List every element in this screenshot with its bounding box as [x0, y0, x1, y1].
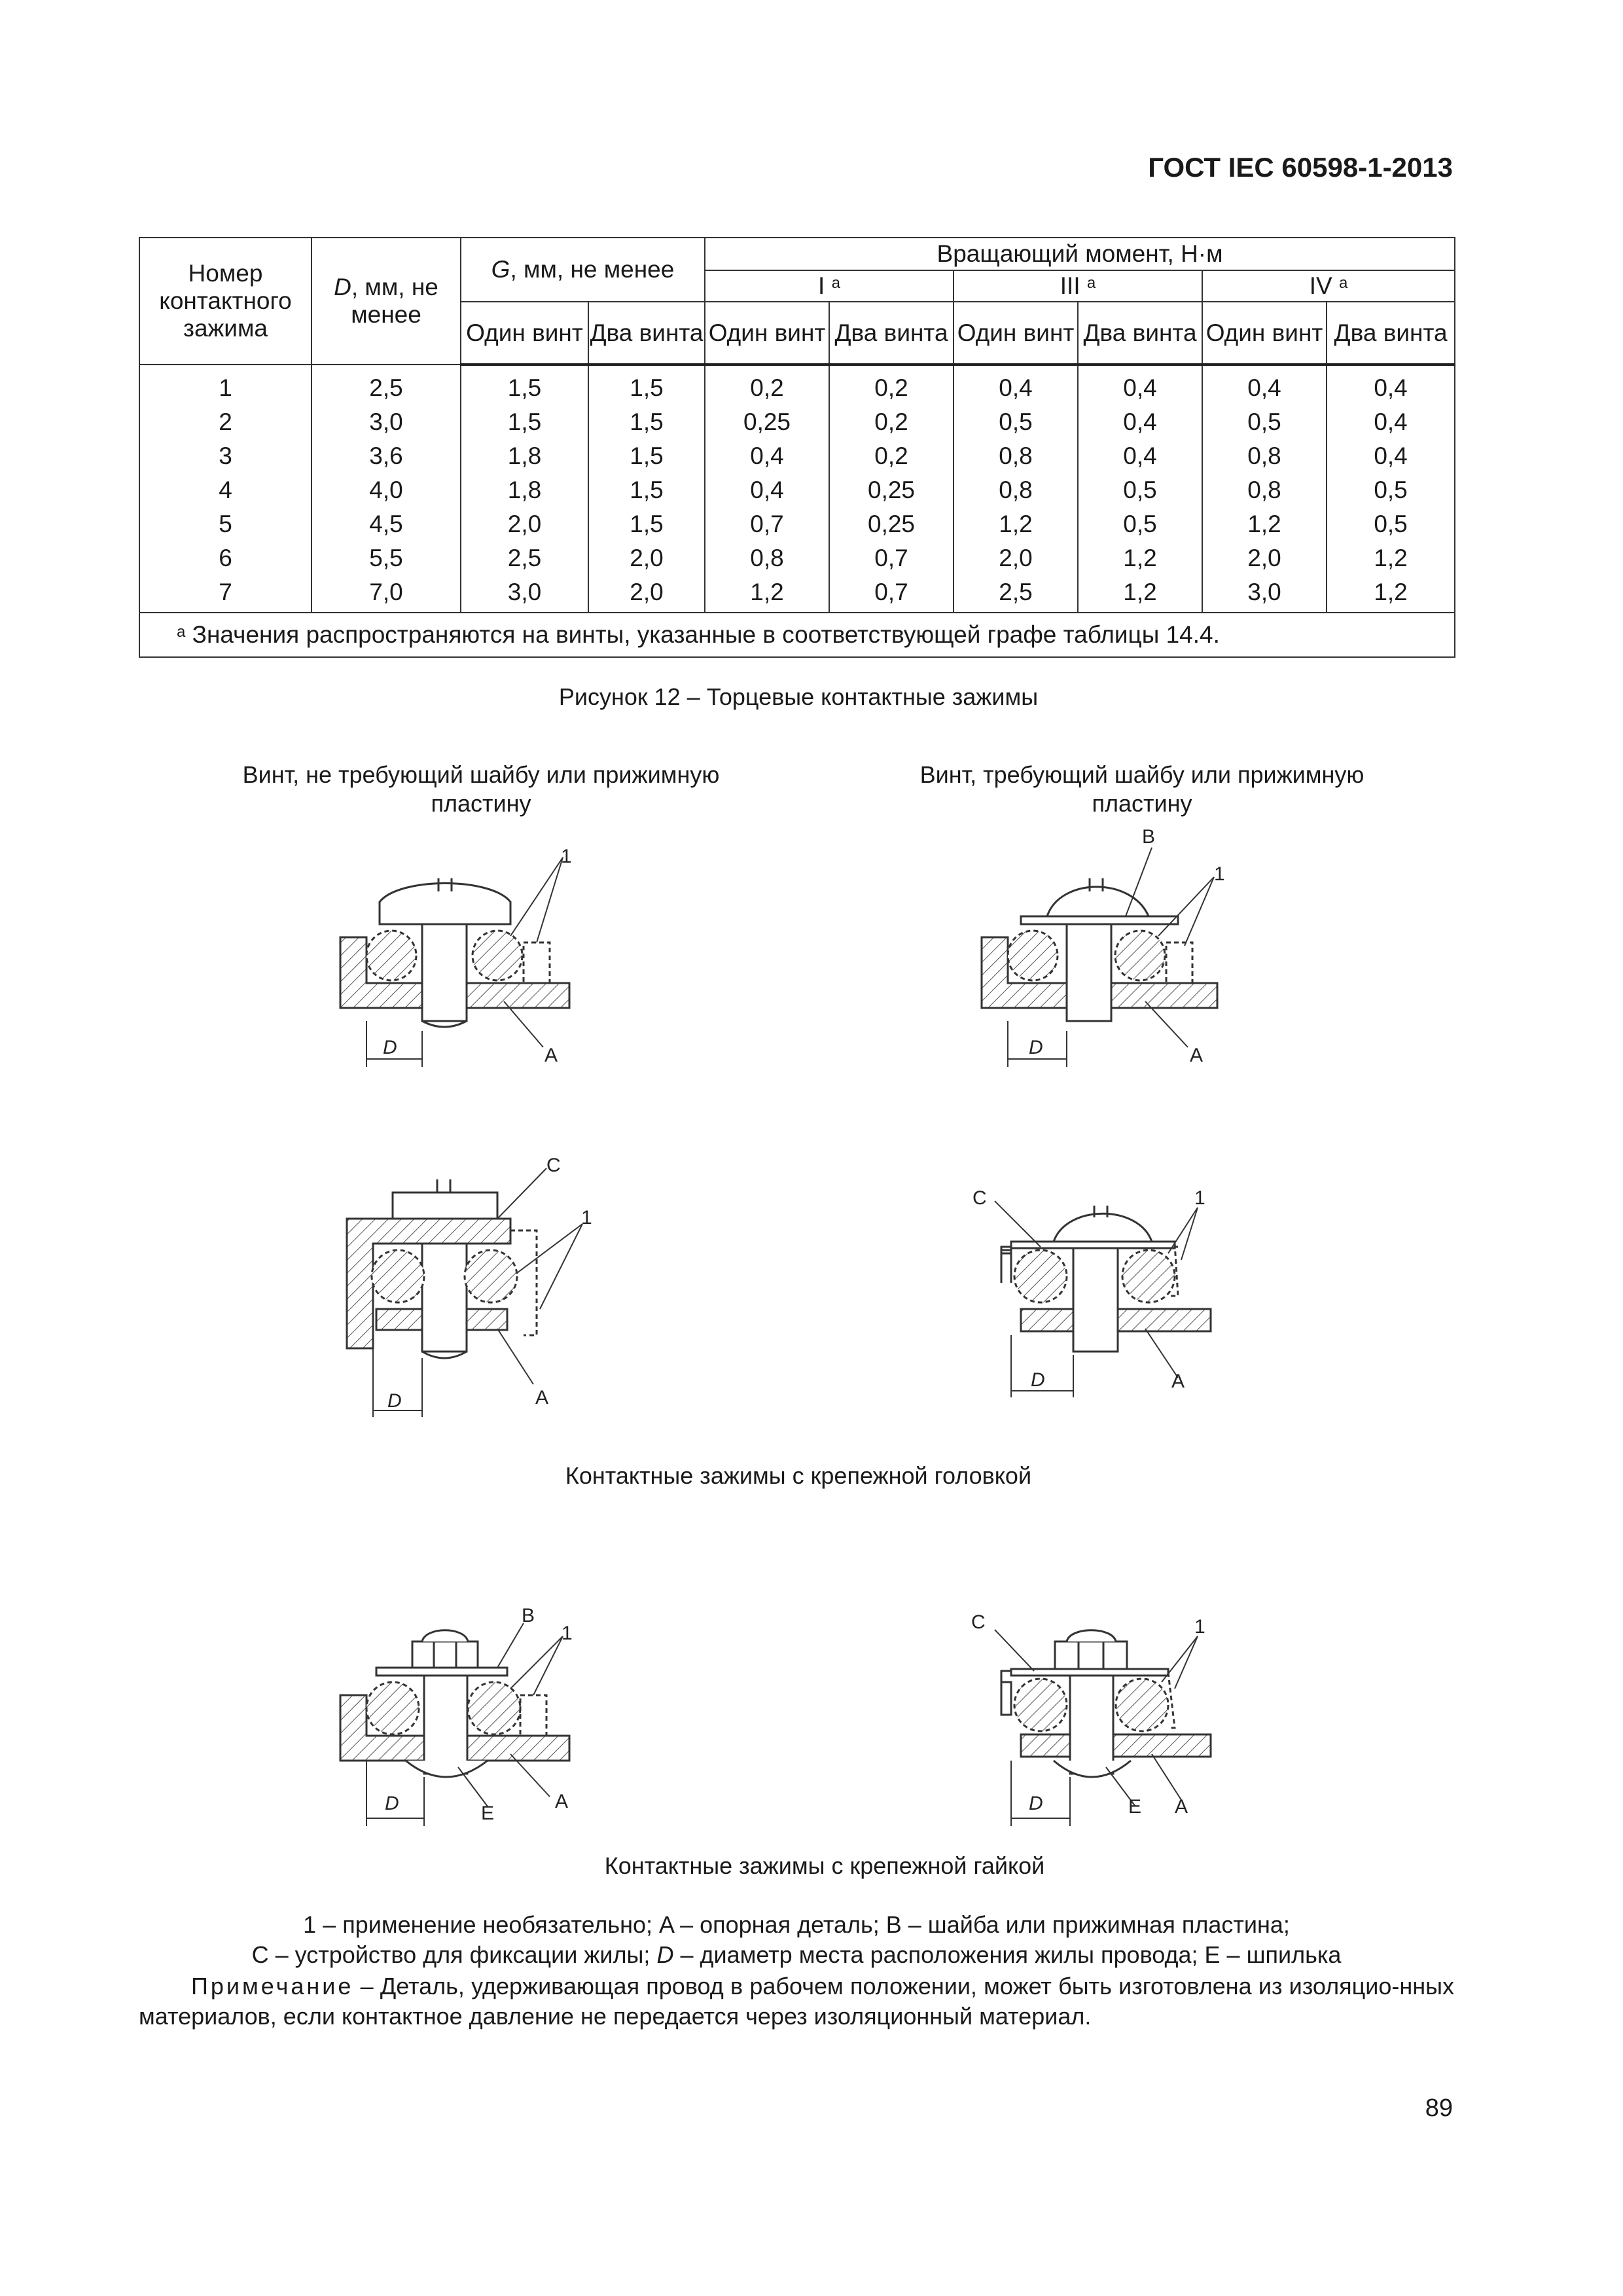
table-cell: 1,5 [588, 439, 705, 473]
table-cell: 1 [139, 365, 312, 405]
table-cell: 1,2 [1327, 541, 1455, 575]
table-cell: 0,2 [829, 405, 954, 439]
label-c: C [546, 1155, 561, 1176]
page-number: 89 [1425, 2094, 1453, 2122]
note [139, 1971, 1454, 2032]
table-cell: 1,5 [461, 365, 588, 405]
label-c: C [972, 1187, 987, 1209]
table-cell: 0,8 [1202, 439, 1327, 473]
table-cell: 3,6 [312, 439, 461, 473]
label-d: D [385, 1793, 399, 1814]
table-cell: 0,4 [1078, 405, 1202, 439]
table-cell: 7 [139, 575, 312, 613]
caption-head-terminals: Контактные зажимы с крепежной головкой [565, 1462, 1032, 1489]
table-cell: 0,2 [829, 365, 954, 405]
label-d: D [387, 1390, 402, 1412]
drawing-clamp-with-washer [995, 1201, 1211, 1397]
table-cell: 0,2 [829, 439, 954, 473]
label-b: B [1142, 826, 1156, 848]
table-cell: 0,5 [1202, 405, 1327, 439]
table-cell: 0,4 [705, 473, 829, 507]
label-d: D [1029, 1793, 1043, 1814]
label-a: A [544, 1045, 558, 1066]
table-cell: 1,5 [588, 473, 705, 507]
table-cell: 0,4 [954, 365, 1078, 405]
heading-no-washer: Винт, не требующий шайбу или прижимную пластину [242, 761, 720, 817]
drawing-head-with-washer [982, 848, 1217, 1067]
table-cell: 2,5 [461, 541, 588, 575]
heading-with-washer: Винт, требующий шайбу или прижимную пластину [919, 761, 1364, 817]
table-cell: 1,8 [461, 473, 588, 507]
table-cell: 4 [139, 473, 312, 507]
label-d: D [383, 1037, 397, 1058]
table-cell: 0,5 [1327, 473, 1455, 507]
label-one: 1 [561, 846, 572, 867]
note-text: – Деталь, удерживающая провод в рабочем положении, может быть изготовлена из изоляцио-нных материалов, если контактное давление не передается через изоляционный материал. [139, 1973, 1454, 2030]
table-cell: 1,5 [588, 507, 705, 541]
table-cell: 0,4 [1078, 439, 1202, 473]
legend-line-2: C – устройство для фиксации жилы; D – диаметр места расположения жилы провода; E – шпилька [251, 1941, 1342, 1968]
table-cell: 0,7 [829, 541, 954, 575]
table-cell: 2,5 [954, 575, 1078, 613]
table-cell: 1,2 [705, 575, 829, 613]
sub-two-screws: Два винта [829, 302, 954, 365]
table-cell: 1,8 [461, 439, 588, 473]
drawing-head-no-washer [340, 857, 569, 1067]
label-c: C [971, 1611, 986, 1633]
table-cell: 4,5 [312, 507, 461, 541]
table-cell: 5 [139, 507, 312, 541]
table-cell: 2,0 [588, 575, 705, 613]
sub-one-screw: Один винт [705, 302, 829, 365]
drawing-nut-with-washer [340, 1623, 569, 1826]
table-cell: 4,0 [312, 473, 461, 507]
table-cell: 0,5 [1327, 507, 1455, 541]
table-cell: 2,0 [954, 541, 1078, 575]
figure-caption: Рисунок 12 – Торцевые контактные зажимы [558, 683, 1039, 710]
table-cell: 2,0 [1202, 541, 1327, 575]
table-cell: 3,0 [461, 575, 588, 613]
table-cell: 6 [139, 541, 312, 575]
table-cell: 3,0 [312, 405, 461, 439]
table-cell: 0,25 [829, 473, 954, 507]
label-a: A [1171, 1371, 1185, 1392]
table-cell: 0,8 [954, 439, 1078, 473]
caption-nut-terminals: Контактные зажимы с крепежной гайкой [604, 1852, 1045, 1879]
drawing-clamp-no-washer [347, 1168, 582, 1417]
label-a: A [535, 1387, 549, 1408]
sub-one-screw: Один винт [1202, 302, 1327, 365]
col-g-header: G, мм, не менее [461, 238, 705, 302]
label-one: 1 [562, 1623, 573, 1644]
sub-two-screws: Два винта [1327, 302, 1455, 365]
table-cell: 1,2 [1078, 575, 1202, 613]
torque-group-iii: III $^a$ [954, 270, 1202, 302]
table-cell: 7,0 [312, 575, 461, 613]
table-cell: 0,4 [705, 439, 829, 473]
table-footnote: $^a$ Значения распространяются на винты, указанные в соответствующей графе таблицы 14.4. [139, 613, 1455, 657]
table-cell: 0,25 [829, 507, 954, 541]
table-cell: 0,4 [1078, 365, 1202, 405]
table-cell: 5,5 [312, 541, 461, 575]
table-cell: 2,5 [312, 365, 461, 405]
table-cell: 0,4 [1327, 365, 1455, 405]
label-e: E [481, 1803, 495, 1824]
table-cell: 1,2 [954, 507, 1078, 541]
table-cell: 0,8 [705, 541, 829, 575]
table-cell: 1,5 [588, 365, 705, 405]
label-one: 1 [1194, 1187, 1205, 1209]
table-cell: 2 [139, 405, 312, 439]
table-cell: 0,4 [1327, 405, 1455, 439]
label-d: D [1031, 1369, 1045, 1391]
table-cell: 0,7 [829, 575, 954, 613]
table-cell: 0,25 [705, 405, 829, 439]
label-a: A [1175, 1796, 1188, 1818]
label-one: 1 [1214, 863, 1225, 885]
sub-two-screws: Два винта [588, 302, 705, 365]
label-a: A [1190, 1045, 1204, 1066]
legend-line-1: 1 – применение необязательно; A – опорная деталь; B – шайба или прижимная пластина; [303, 1911, 1290, 1938]
table-cell: 1,2 [1327, 575, 1455, 613]
table-cell: 0,4 [1327, 439, 1455, 473]
document-header: ГОСТ IEC 60598-1-2013 [1148, 152, 1453, 183]
torque-group-i: I $^a$ [705, 270, 954, 302]
table-cell: 0,2 [705, 365, 829, 405]
col-number-header: Номер контактного зажима [139, 238, 312, 365]
sub-one-screw: Один винт [954, 302, 1078, 365]
table-cell: 2,0 [461, 507, 588, 541]
sub-two-screws: Два винта [1078, 302, 1202, 365]
table-cell: 1,2 [1202, 507, 1327, 541]
label-e: E [1128, 1796, 1142, 1818]
table-cell: 0,5 [1078, 473, 1202, 507]
table-cell: 3 [139, 439, 312, 473]
table-cell: 2,0 [588, 541, 705, 575]
legend [139, 1910, 1454, 2032]
label-d: D [1029, 1037, 1043, 1058]
table-cell: 0,8 [1202, 473, 1327, 507]
table-cell: 0,5 [954, 405, 1078, 439]
table-cell: 0,7 [705, 507, 829, 541]
col-torque-header: Вращающий момент, Н·м [705, 238, 1455, 270]
label-one: 1 [1194, 1616, 1205, 1638]
label-b: B [522, 1605, 535, 1626]
table-cell: 0,5 [1078, 507, 1202, 541]
table-cell: 1,2 [1078, 541, 1202, 575]
table-cell: 1,5 [461, 405, 588, 439]
col-d-header: D, мм, не менее [312, 238, 461, 365]
torque-group-iv: IV $^a$ [1202, 270, 1455, 302]
table-cell: 0,4 [1202, 365, 1327, 405]
table-cell: 0,8 [954, 473, 1078, 507]
table-cell: 1,5 [588, 405, 705, 439]
table-cell: 3,0 [1202, 575, 1327, 613]
note-label: Примечание [191, 1973, 354, 2000]
label-one: 1 [581, 1207, 592, 1229]
sub-one-screw: Один винт [461, 302, 588, 365]
label-a: A [555, 1791, 569, 1812]
